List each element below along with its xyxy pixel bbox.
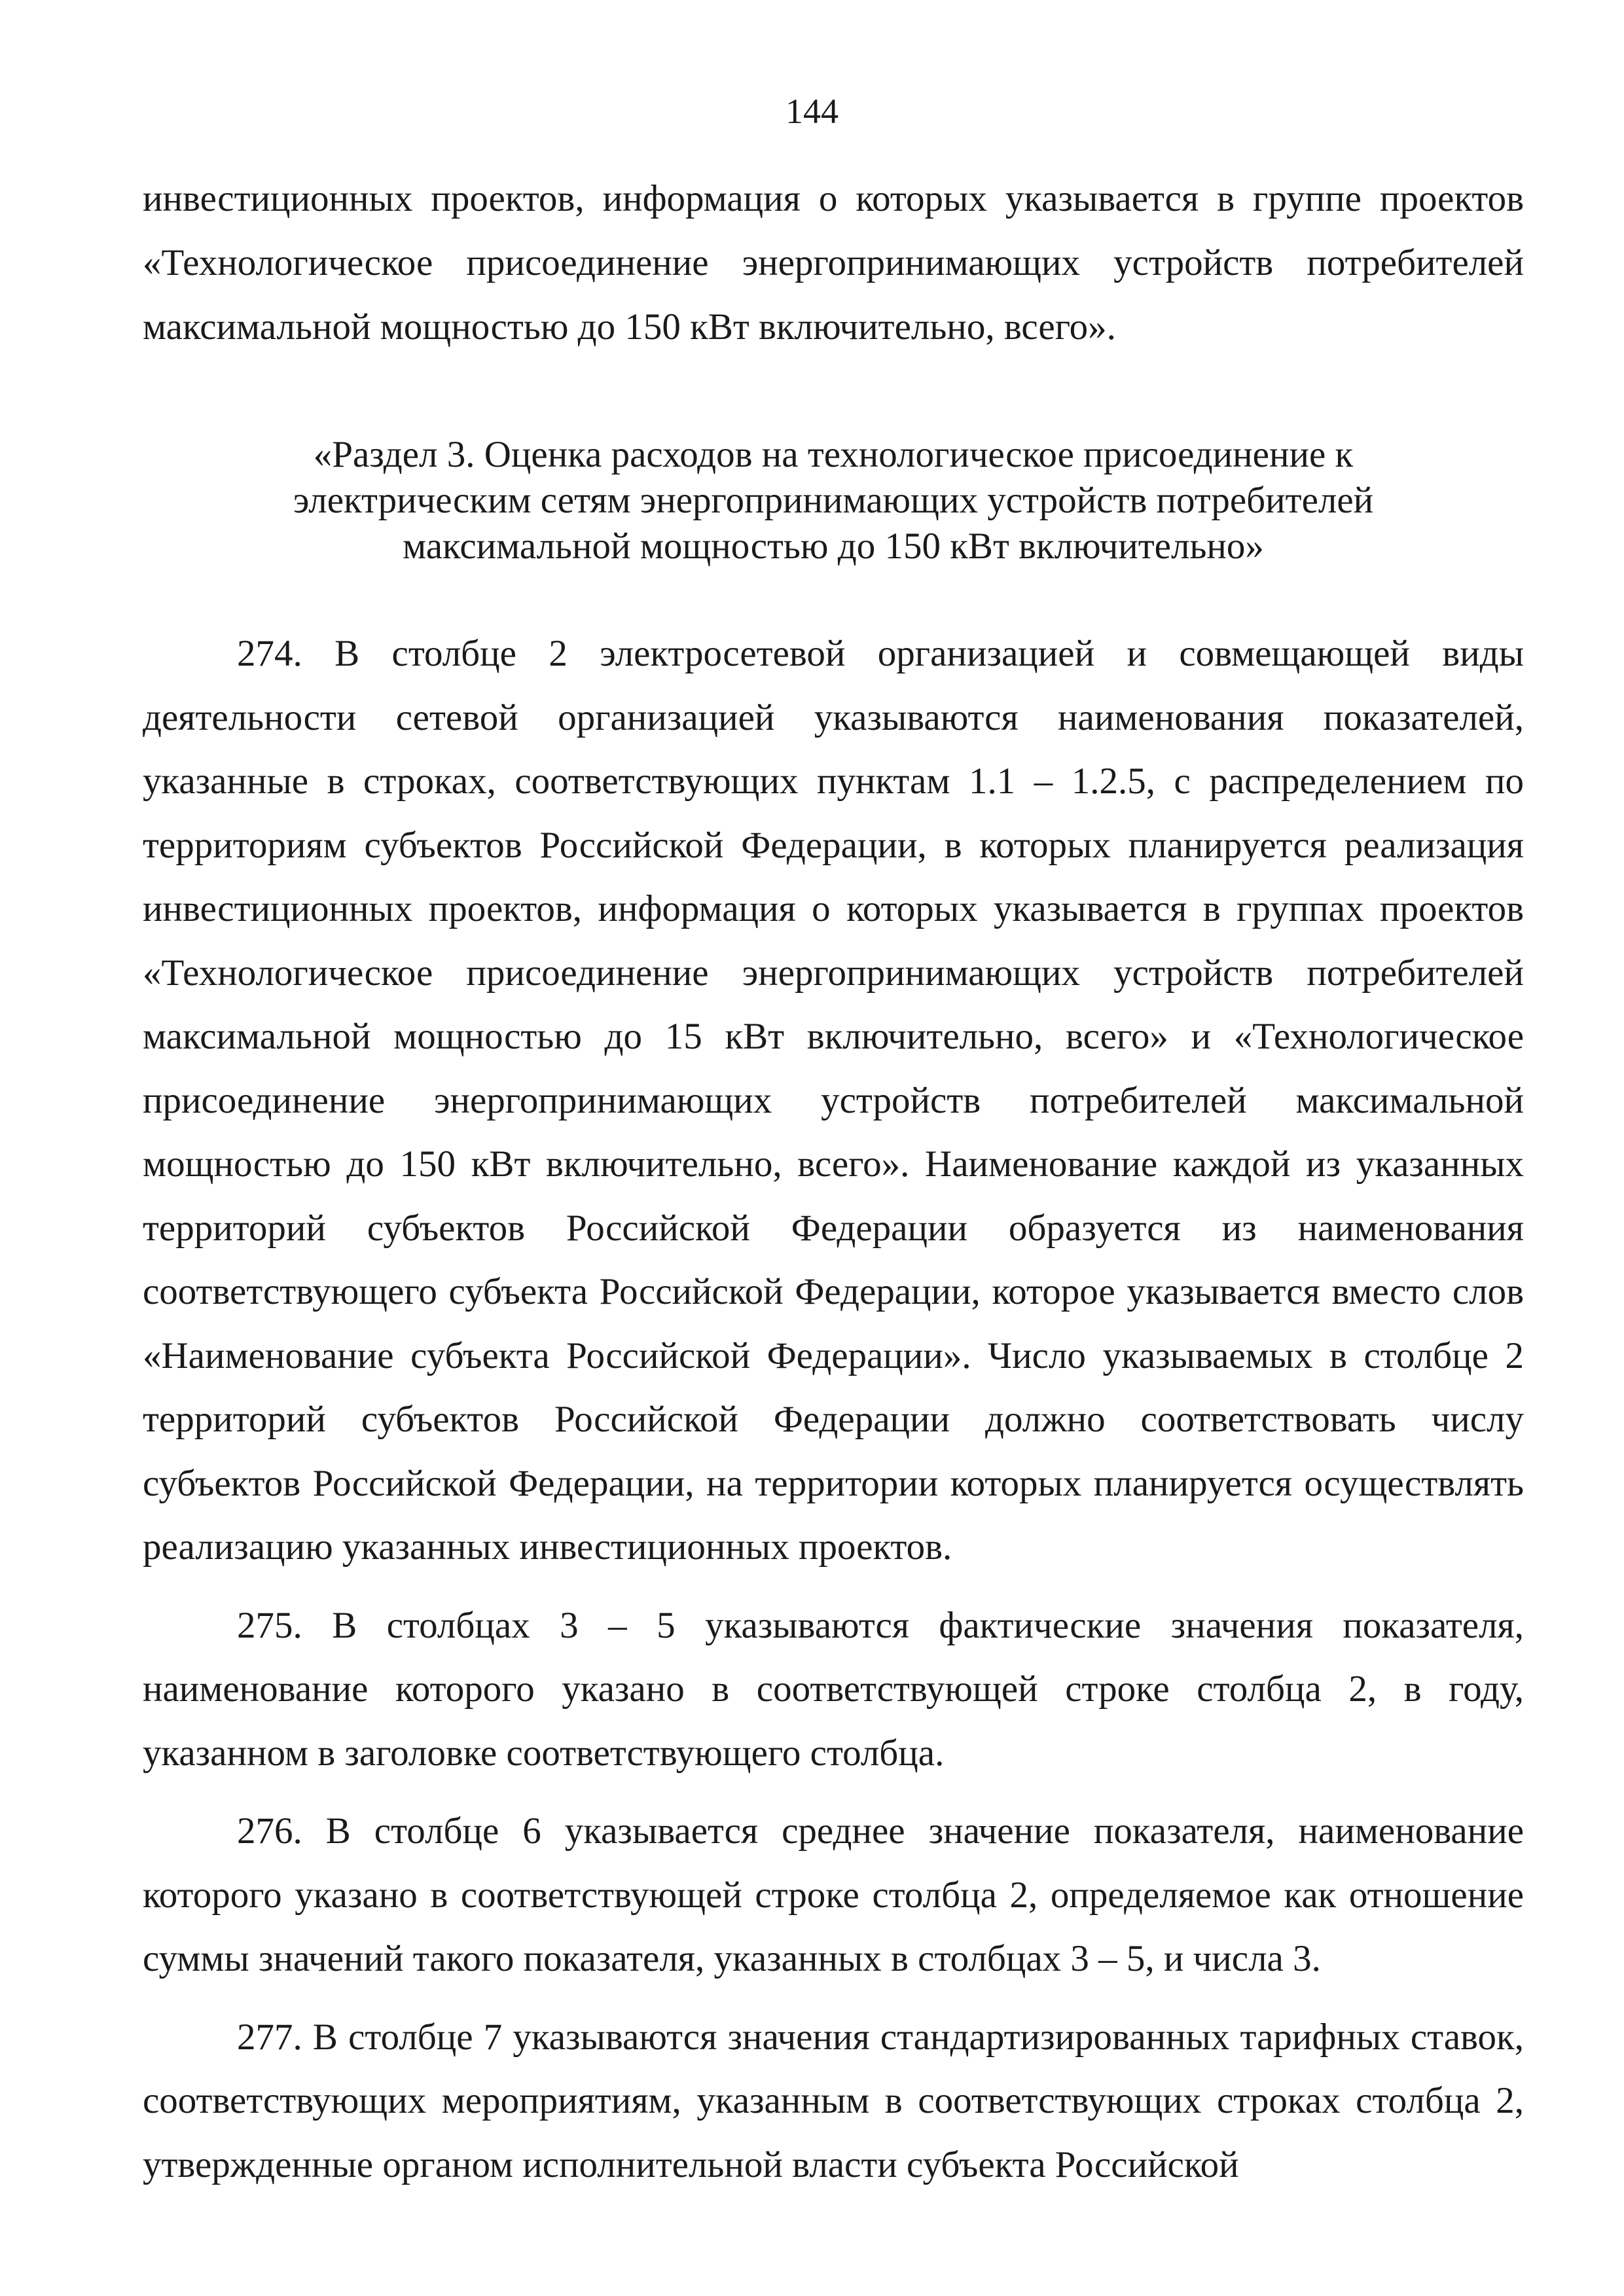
paragraph-276: 276. В столбце 6 указывается среднее значение показателя, наименование которого указано в соответствующей строке столбца 2, определяемое как отношение суммы значений такого показателя, указанных в столбцах 3 – 5, и числа 3. — [143, 1810, 1524, 1979]
section-title — [143, 432, 1524, 569]
paragraph-275: 275. В столбцах 3 – 5 указываются фактические значения показателя, наименование которого указано в соответствующей строке столбца 2, в году, указанном в заголовке соответствующего столбца. — [143, 1604, 1524, 1774]
section-title-line-1: «Раздел 3. Оценка расходов на технологическое присоединение к — [313, 434, 1354, 475]
section-title-line-3: максимальной мощностью до 150 кВт включительно» — [403, 526, 1264, 567]
paragraph-277: 277. В столбце 7 указываются значения стандартизированных тарифных ставок, соответствующих мероприятиям, указанным в соответствующих строках столбца 2, утвержденные органом исполнительной власти субъекта Российской — [143, 2016, 1524, 2185]
page-number: 144 — [785, 92, 839, 131]
paragraph-list — [143, 622, 1524, 2211]
continuation-paragraph: инвестиционных проектов, информация о которых указывается в группе проектов «Технологическое присоединение энергопринимающих устройств потребителей максимальной мощностью до 150 кВт включительно, всего». — [143, 178, 1524, 348]
paragraph-274: 274. В столбце 2 электросетевой организацией и совмещающей виды деятельности сетевой организацией указываются наименования показателей, указанные в строках, соответствующих пунктам 1.1 – 1.2.5, с распределением по территориям субъектов Российской Федерации, в которых планируется реализация инвестиционных проектов, информация о которых указывается в группах проектов «Технологическое присоединение энергопринимающих устройств потребителей максимальной мощностью до 15 кВт включительно, всего» и «Технологическое присоединение энергопринимающих устройств потребителей максимальной мощностью до 150 кВт включительно, всего». Наименование каждой из указанных территорий субъектов Российской Федерации образуется из наименования соответствующего субъекта Российской Федерации, которое указывается вместо слов «Наименование субъекта Российской Федерации». Число указываемых в столбце 2 территорий субъектов Российской Федерации должно соответствовать числу субъектов Российской Федерации, на территории которых планируется осуществлять реализацию указанных инвестиционных проектов. — [143, 633, 1524, 1568]
section-title-line-2: электрическим сетям энергопринимающих устройств потребителей — [293, 480, 1374, 521]
